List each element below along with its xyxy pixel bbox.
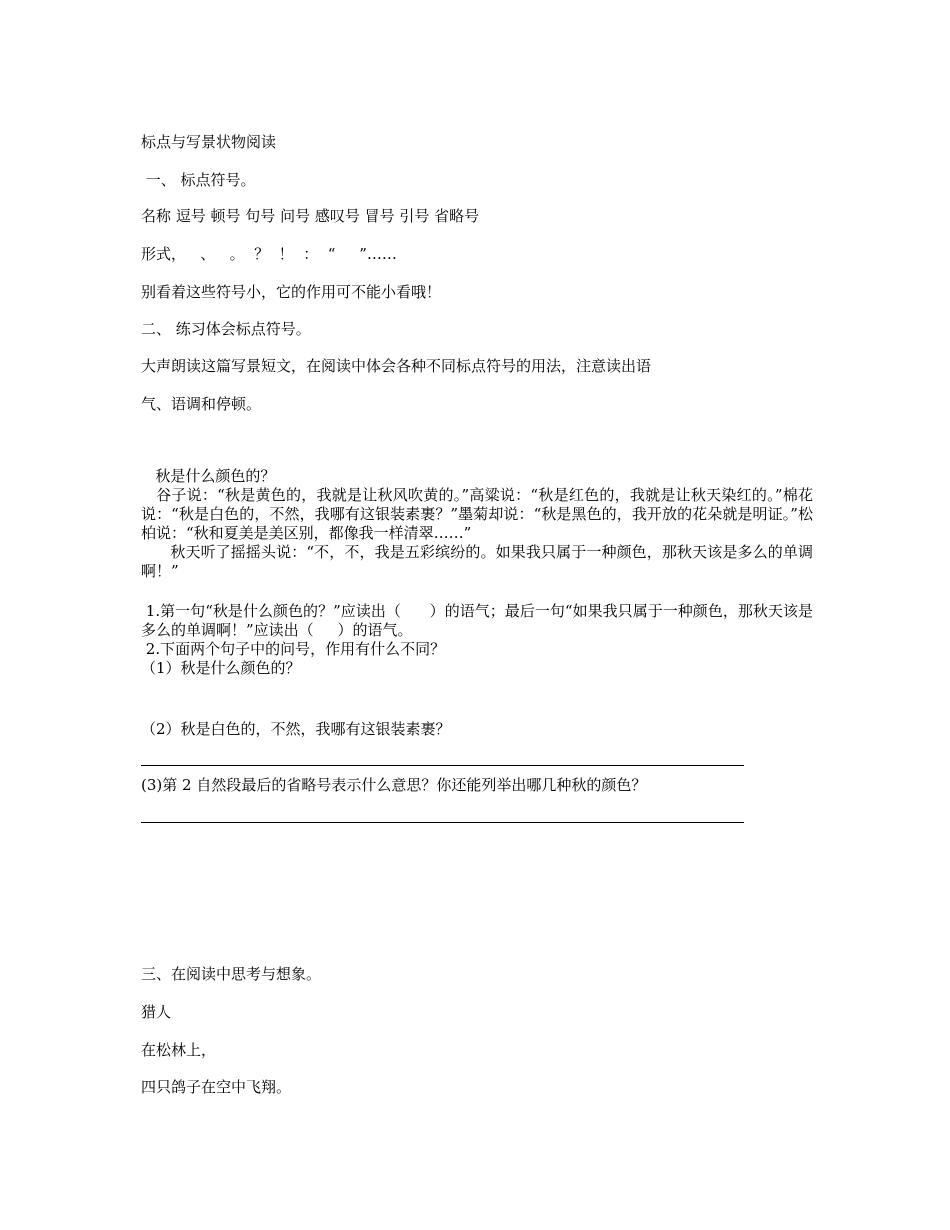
question-3: (3)第 2 自然段最后的省略号表示什么意思？你还能列举出哪几种秋的颜色？ — [141, 776, 647, 794]
poem-title: 猎人 — [141, 1003, 172, 1021]
question-2-item-1: （1）秋是什么颜色的？ — [141, 659, 301, 677]
reading-passage — [141, 467, 813, 581]
passage-paragraph: 秋天听了摇摇头说：“不，不，我是五彩缤纷的。如果我只属于一种颜色，那秋天该是多么的单调啊！” — [141, 543, 813, 580]
answer-line — [141, 765, 744, 766]
passage-paragraph: 谷子说：“秋是黄色的，我就是让秋风吹黄的。”高粱说：“秋是红色的，我就是让秋天染红的。”棉花说：“秋是白色的，不然，我哪有这银装素裹？”墨菊却说：“秋是黑色的，我开放的花朵就是明证。”松柏说：“秋和夏美是美区别，都像我一样清翠……” — [141, 486, 813, 542]
instruction-line-2: 气、语调和停顿。 — [141, 395, 262, 413]
question-block — [141, 602, 813, 678]
question-2: 2.下面两个句子中的问号，作用有什么不同？ — [141, 640, 446, 658]
answer-line — [141, 822, 744, 823]
question-2-item-2: （2）秋是白色的，不然，我哪有这银装素裹？ — [141, 720, 451, 738]
section-heading-practice: 二、 练习体会标点符号。 — [141, 320, 311, 338]
instruction-line-1: 大声朗读这篇写景短文，在阅读中体会各种不同标点符号的用法，注意读出语 — [141, 357, 652, 375]
poem-line: 四只鸽子在空中飞翔。 — [141, 1078, 292, 1096]
punctuation-forms-row: 形式， 、 。 ？ ！ ： “ ”…… — [141, 245, 397, 263]
poem-line: 在松林上， — [141, 1041, 217, 1059]
passage-paragraph: 秋是什么颜色的？ — [141, 467, 276, 485]
page-title: 标点与写景状物阅读 — [141, 133, 277, 151]
section-heading-punctuation: 一、 标点符号。 — [141, 171, 256, 189]
section-heading-thinking: 三、在阅读中思考与想象。 — [141, 965, 322, 983]
punctuation-note: 别看着这些符号小，它的作用可不能小看哦！ — [141, 283, 442, 301]
punctuation-names-row: 名称 逗号 顿号 句号 问号 感叹号 冒号 引号 省略号 — [141, 207, 480, 225]
question-1: 1.第一句“秋是什么颜色的？”应读出（ ）的语气；最后一句“如果我只属于一种颜色，那秋天该是多么的单调啊！”应读出（ ）的语气。 — [141, 602, 813, 639]
